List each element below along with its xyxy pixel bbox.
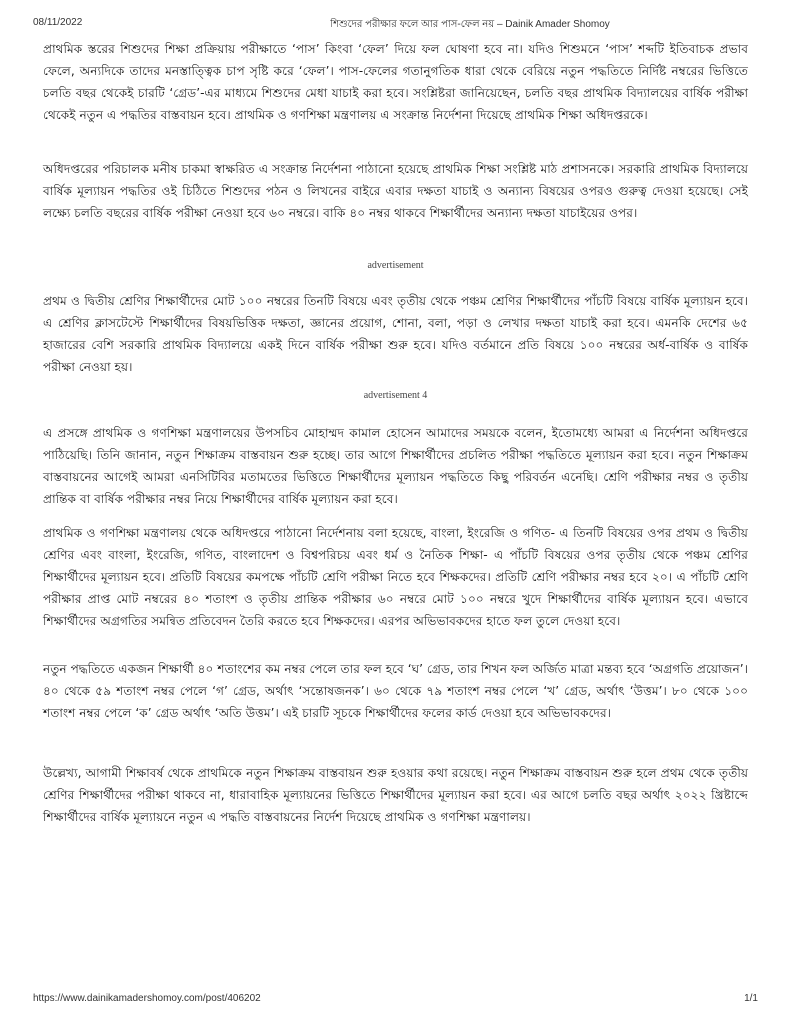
- source-url[interactable]: https://www.dainikamadershomoy.com/post/406202: [33, 993, 261, 1004]
- article-paragraph: প্রাথমিক ও গণশিক্ষা মন্ত্রণালয় থেকে অধিদপ্তরে পাঠানো নির্দেশনায় বলা হয়েছে, বাংলা, ইংরেজি ও গণিত- এ তিনটি বিষয়ের ওপর প্রথম ও দ্বিতীয় শ্রেণির এবং বাংলা, ইংরেজি, গণিত, বাংলাদেশ ও বিশ্বপরিচয় এবং ধর্ম ও নৈতিক শিক্ষা- এ পাঁচটি বিষয়ের ওপর তৃতীয় থেকে পঞ্চম শ্রেণির শিক্ষার্থীদের মূল্যায়ন হবে। প্রতিটি বিষয়ের কমপক্ষে পাঁচটি শ্রেণি পরীক্ষা নিতে হবে শিক্ষকদের। প্রতিটি শ্রেণি পরীক্ষার নম্বর হবে ২০। এ পাঁচটি শ্রেণি পরীক্ষার প্রাপ্ত মোট নম্বরের ৪০ শতাংশ ও তৃতীয় প্রান্তিক পরীক্ষার ৬০ নম্বরে মোট ১০০ নম্বরে খুদে শিক্ষার্থীদের বার্ষিক মূল্যায়ন হবে। এভাবে শিক্ষার্থীদের অগ্রগতির সমন্বিত প্রতিবেদন তৈরি করতে হবে শিক্ষকদের। এরপর অভিভাবকদের হাতে ফল তুলে দেওয়া হবে।: [43, 526, 748, 628]
- article-paragraph: উল্লেখ্য, আগামী শিক্ষাবর্ষ থেকে প্রাথমিকে নতুন শিক্ষাক্রম বাস্তবায়ন শুরু হওয়ার কথা রয়েছে। নতুন শিক্ষাক্রম বাস্তবায়ন শুরু হলে প্রথম থেকে তৃতীয় শ্রেণির শিক্ষার্থীদের পরীক্ষা থাকবে না, ধারাবাহিক মূল্যায়নের ভিত্তিতে শিক্ষার্থীদের মূল্যায়ন করা হবে। এর আগে চলতি বছর অর্থাৎ ২০২২ খ্রিষ্টাব্দে শিক্ষার্থীদের বার্ষিক মূল্যায়নে নতুন এ পদ্ধতি বাস্তবায়নের নির্দেশ দিয়েছে প্রাথমিক ও গণশিক্ষা মন্ত্রণালয়।: [43, 766, 748, 824]
- advertisement-label: advertisement: [367, 260, 424, 271]
- page-title: শিশুদের পরীক্ষার ফলে আর পাস-ফেল নয় – Dainik Amader Shomoy: [330, 19, 610, 30]
- article-paragraph: প্রাথমিক স্তরের শিশুদের শিক্ষা প্রক্রিয়ায় পরীক্ষাতে ‘পাস’ কিংবা ‘ফেল’ দিয়ে ফল ঘোষণা হবে না। যদিও শিশুমনে ‘পাস’ শব্দটি ইতিবাচক প্রভাব ফেলে, অন্যদিকে তাদের মনস্তাত্ত্বিক চাপ সৃষ্টি করে ‘ফেল’। পাস-ফেলের গতানুগতিক ধারা থেকে বেরিয়ে নতুন পদ্ধতিতে নির্দিষ্ট নম্বরের ভিত্তিতে চলতি বছর থেকেই চারটি ‘গ্রেড’-এর মাধ্যমে শিশুদের মেধা যাচাই করা হবে। সংশ্লিষ্টরা জানিয়েছেন, চলতি বছর প্রাথমিক বিদ্যালয়ের বার্ষিক পরীক্ষা থেকেই নতুন এ পদ্ধতির বাস্তবায়ন হবে। প্রাথমিক ও গণশিক্ষা মন্ত্রণালয় এ সংক্রান্ত নির্দেশনা দিয়েছে প্রাথমিক শিক্ষা অধিদপ্তরকে।: [43, 42, 748, 122]
- article-paragraph: নতুন পদ্ধতিতে একজন শিক্ষার্থী ৪০ শতাংশের কম নম্বর পেলে তার ফল হবে ‘ঘ’ গ্রেড, তার শিখন ফল অর্জিত মাত্রা মন্তব্য হবে ‘অগ্রগতি প্রয়োজন’। ৪০ থেকে ৫৯ শতাংশ নম্বর পেলে ‘গ’ গ্রেড, অর্থাৎ ‘সন্তোষজনক’। ৬০ থেকে ৭৯ শতাংশ নম্বর পেলে ‘খ’ গ্রেড, অর্থাৎ ‘উত্তম’। ৮০ থেকে ১০০ শতাংশ নম্বর পেলে ‘ক’ গ্রেড অর্থাৎ ‘অতি উত্তম’। এই চারটি সূচকে শিক্ষার্থীদের ফলের কার্ড দেওয়া হবে অভিভাবকদের।: [43, 662, 749, 720]
- article-paragraph: এ প্রসঙ্গে প্রাথমিক ও গণশিক্ষা মন্ত্রণালয়ের উপসচিব মোহাম্মদ কামাল হোসেন আমাদের সময়কে বলেন, ইতোমধ্যে আমরা এ নির্দেশনা অধিদপ্তরে পাঠিয়েছি। তিনি জানান, নতুন শিক্ষাক্রম বাস্তবায়ন শুরু হচ্ছে। তার আগে শিক্ষার্থীদের প্রচলিত পরীক্ষা পদ্ধতিতে মূল্যায়ন করা হবে। নতুন শিক্ষাক্রম বাস্তবায়নের আগেই আমরা এনসিটিবির মতামতের ভিত্তিতে শিক্ষার্থীদের মূল্যায়ন পদ্ধতিতে কিছু পরিবর্তন এনেছি। শ্রেণি পরীক্ষার নম্বর ও তৃতীয় প্রান্তিক বা বার্ষিক পরীক্ষার নম্বর নিয়ে শিক্ষার্থীদের বার্ষিক মূল্যায়ন করা হবে।: [43, 426, 748, 506]
- article-paragraph: প্রথম ও দ্বিতীয় শ্রেণির শিক্ষার্থীদের মোট ১০০ নম্বরের তিনটি বিষয়ে এবং তৃতীয় থেকে পঞ্চম শ্রেণির শিক্ষার্থীদের পাঁচটি বিষয়ে বার্ষিক মূল্যায়ন হবে। এ শ্রেণির ক্লাসটেস্টে শিক্ষার্থীদের বিষয়ভিত্তিক দক্ষতা, জ্ঞানের প্রয়োগ, শোনা, বলা, পড়া ও লেখার দক্ষতা যাচাই করা হবে। এমনকি দেশের ৬৫ হাজারের বেশি সরকারি প্রাথমিক বিদ্যালয়ে একই দিনে বার্ষিক পরীক্ষা শুরু হবে। যদিও বর্তমানে প্রতি বিষয়ে ১০০ নম্বরের অর্ধ-বার্ষিক ও বার্ষিক পরীক্ষা নেওয়া হয়।: [43, 294, 748, 374]
- print-date: 08/11/2022: [33, 17, 83, 28]
- advertisement-label: advertisement 4: [363, 390, 428, 401]
- page-number: 1/1: [744, 993, 758, 1004]
- article-paragraph: অধিদপ্তরের পরিচালক মনীষ চাকমা স্বাক্ষরিত এ সংক্রান্ত নির্দেশনা পাঠানো হয়েছে প্রাথমিক শিক্ষা সংশ্লিষ্ট মাঠ প্রশাসনকে। সরকারি প্রাথমিক বিদ্যালয়ে বার্ষিক মূল্যায়ন পদ্ধতির ওই চিঠিতে শিশুদের পঠন ও লিখনের বাইরে এবার দক্ষতা যাচাই ও অন্যান্য বিষয়ের ওপরও গুরুত্ব দেওয়া হয়েছে। সেই লক্ষ্যে চলতি বছরের বার্ষিক পরীক্ষা নেওয়া হবে ৬০ নম্বরে। বাকি ৪০ নম্বর থাকবে শিক্ষার্থীদের অন্যান্য দক্ষতা যাচাইয়ের ওপর।: [43, 162, 748, 220]
